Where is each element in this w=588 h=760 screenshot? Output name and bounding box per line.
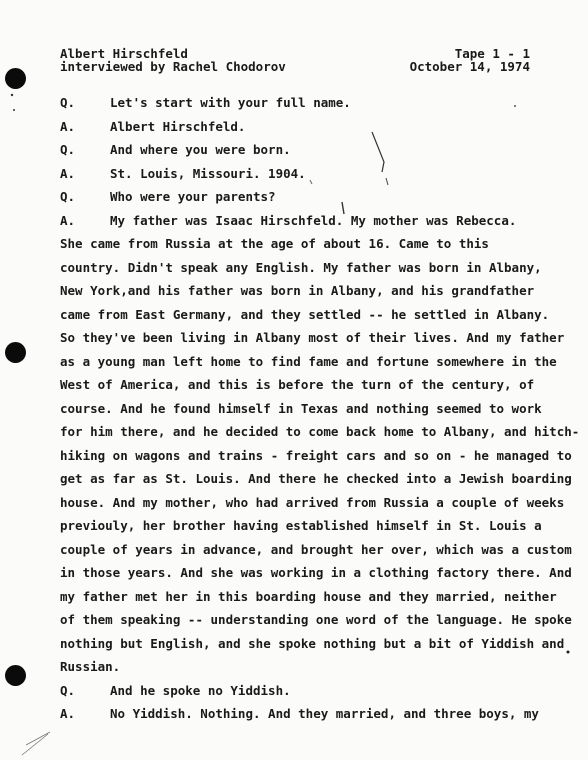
exchange-line xyxy=(60,142,570,166)
exchange-line xyxy=(60,119,570,143)
paragraph-line: as a young man left home to find fame and fortune somewhere in the xyxy=(60,353,557,369)
speaker-tag: A. xyxy=(60,212,76,228)
exchange-text: Let's start with your full name. xyxy=(110,95,351,110)
exchange-line xyxy=(60,95,570,119)
paragraph-line: course. And he found himself in Texas and nothing seemed to work xyxy=(60,400,542,416)
answer-paragraph xyxy=(60,236,580,683)
paragraph-line: Russian. xyxy=(60,659,121,674)
speaker-tag: A. xyxy=(60,706,76,721)
interview-date: October 14, 1974 xyxy=(409,58,530,74)
speaker-tag: Q. xyxy=(60,142,76,157)
exchange-line xyxy=(60,706,570,730)
speaker-tag: A. xyxy=(60,118,76,134)
paragraph-line: New York,and his father was born in Albany, and his grandfather xyxy=(60,283,535,298)
paragraph-line: of them speaking -- understanding one word of the language. He spoke xyxy=(60,612,572,627)
paragraph-line: came from East Germany, and they settled -- he settled in Albany. xyxy=(60,306,550,322)
transcript-body xyxy=(60,95,580,730)
paragraph-line: West of America, and this is before the turn of the century, of xyxy=(60,377,535,392)
exchange-text: St. Louis, Missouri. 1904. xyxy=(110,165,306,181)
speaker-tag: Q. xyxy=(60,682,76,698)
interviewer-credit: interviewed by Rachel Chodorov xyxy=(60,58,286,74)
exchange-text: Who were your parents? xyxy=(110,189,276,204)
exchange-text: And where you were born. xyxy=(110,142,291,157)
header-left xyxy=(60,48,286,73)
paragraph-line: my father met her in this boarding house and they married, neither xyxy=(60,588,557,604)
paragraph-line: nothing but English, and she spoke nothing but a bit of Yiddish and xyxy=(60,635,565,651)
exchange-line xyxy=(60,166,570,190)
exchange-line xyxy=(60,213,570,237)
paragraph-line: in those years. And she was working in a clothing factory there. And xyxy=(60,565,572,580)
tape-number: Tape 1 - 1 xyxy=(454,46,530,61)
punch-hole-bottom xyxy=(5,665,26,686)
paragraph-line: So they've been living in Albany most of their lives. And my father xyxy=(60,330,565,345)
interviewee-name: Albert Hirschfeld xyxy=(60,46,188,61)
speaker-tag: A. xyxy=(60,165,76,181)
paragraph-line: for him there, and he decided to come back home to Albany, and hitch- xyxy=(60,424,580,439)
speaker-tag: Q. xyxy=(60,95,76,110)
paragraph-line: couple of years in advance, and brought her over, which was a custom xyxy=(60,541,572,557)
exchange-text: And he spoke no Yiddish. xyxy=(110,682,291,698)
paragraph-line: previouly, her brother having established himself in St. Louis a xyxy=(60,518,542,533)
paragraph-line: hiking on wagons and trains - freight cars and so on - he managed to xyxy=(60,447,572,463)
paragraph-line: house. And my mother, who had arrived from Russia a couple of weeks xyxy=(60,494,565,510)
paragraph-line: country. Didn't speak any English. My father was born in Albany, xyxy=(60,259,542,275)
exchange-text: My father was Isaac Hirschfeld. My mother was Rebecca. xyxy=(110,212,517,228)
paragraph-line: She came from Russia at the age of about 16. Came to this xyxy=(60,236,489,251)
speaker-tag: Q. xyxy=(60,189,76,204)
punch-hole-top xyxy=(5,68,26,89)
exchange-line xyxy=(60,189,570,213)
exchange-line xyxy=(60,683,570,707)
header-right xyxy=(410,48,530,73)
exchange-text: No Yiddish. Nothing. And they married, and three boys, my xyxy=(110,706,539,721)
punch-hole-middle xyxy=(5,342,26,363)
exchange-text: Albert Hirschfeld. xyxy=(110,118,246,134)
paragraph-line: get as far as St. Louis. And there he checked into a Jewish boarding xyxy=(60,471,572,486)
